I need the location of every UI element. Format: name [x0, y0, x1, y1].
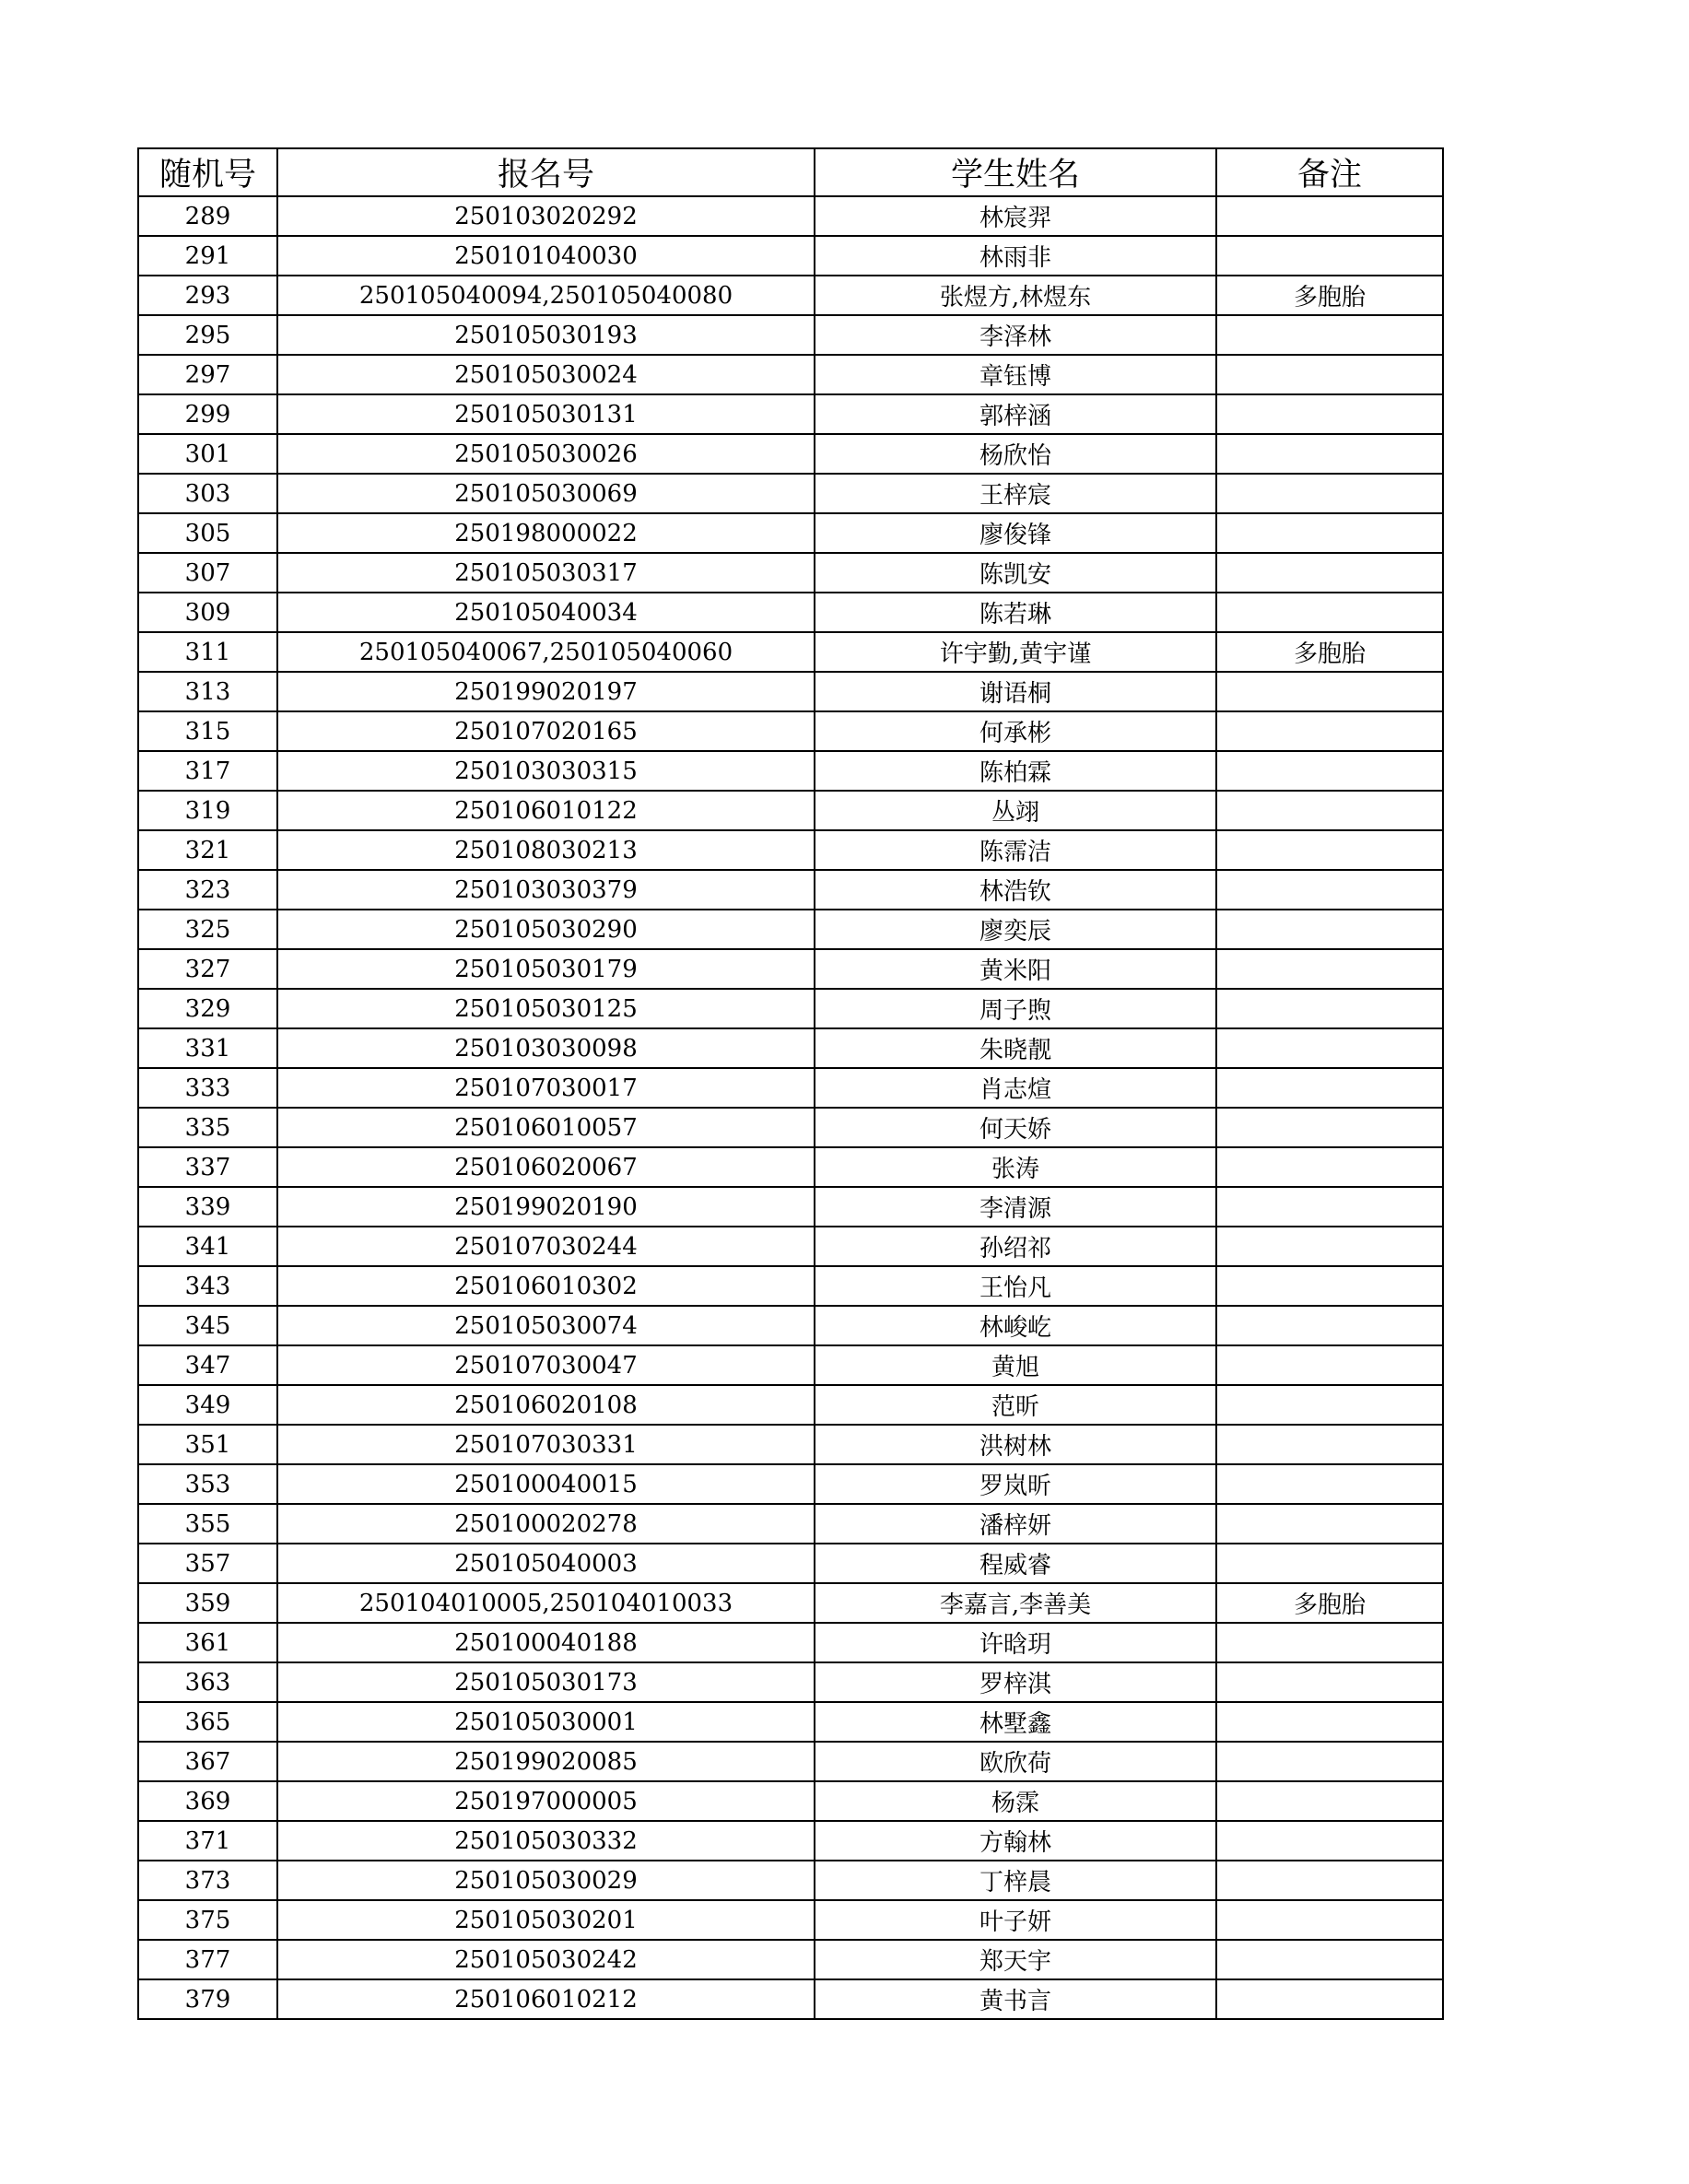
student-name-cell: 潘梓妍 [815, 1504, 1216, 1544]
table-row [138, 1425, 1443, 1464]
table-row [138, 1742, 1443, 1781]
table-row [138, 1306, 1443, 1345]
student-name-cell: 方翰林 [815, 1821, 1216, 1861]
random-number-cell: 371 [138, 1821, 277, 1861]
random-number-cell: 365 [138, 1702, 277, 1742]
registration-number-cell: 250106010057 [277, 1108, 815, 1147]
random-number-cell: 303 [138, 474, 277, 513]
random-number-cell: 367 [138, 1742, 277, 1781]
remarks-cell [1216, 1662, 1443, 1702]
header-random-number: 随机号 [138, 148, 277, 196]
table-row [138, 1028, 1443, 1068]
student-name-cell: 洪树林 [815, 1425, 1216, 1464]
remarks-cell [1216, 196, 1443, 236]
registration-number-cell: 250107020165 [277, 711, 815, 751]
table-row [138, 1147, 1443, 1187]
remarks-cell [1216, 1266, 1443, 1306]
remarks-cell [1216, 513, 1443, 553]
registration-number-cell: 250105030069 [277, 474, 815, 513]
student-name-cell: 程威睿 [815, 1544, 1216, 1583]
student-name-cell: 王怡凡 [815, 1266, 1216, 1306]
table-row [138, 791, 1443, 830]
table-row [138, 830, 1443, 870]
student-name-cell: 陈若琳 [815, 593, 1216, 632]
header-remarks: 备注 [1216, 148, 1443, 196]
random-number-cell: 339 [138, 1187, 277, 1227]
random-number-cell: 373 [138, 1861, 277, 1900]
table-header [138, 148, 1443, 196]
registration-number-cell: 250107030331 [277, 1425, 815, 1464]
random-number-cell: 345 [138, 1306, 277, 1345]
student-name-cell: 何天娇 [815, 1108, 1216, 1147]
random-number-cell: 369 [138, 1781, 277, 1821]
table-row [138, 1662, 1443, 1702]
table-row [138, 711, 1443, 751]
remarks-cell: 多胞胎 [1216, 632, 1443, 672]
remarks-cell [1216, 1544, 1443, 1583]
student-name-cell: 林雨非 [815, 236, 1216, 276]
table-row [138, 1108, 1443, 1147]
remarks-cell [1216, 355, 1443, 394]
remarks-cell [1216, 949, 1443, 989]
table-row [138, 1068, 1443, 1108]
table-row [138, 1345, 1443, 1385]
registration-number-cell: 250199020190 [277, 1187, 815, 1227]
random-number-cell: 315 [138, 711, 277, 751]
registration-number-cell: 250106020108 [277, 1385, 815, 1425]
remarks-cell [1216, 474, 1443, 513]
student-name-cell: 郑天宇 [815, 1940, 1216, 1979]
registration-number-cell: 250105030317 [277, 553, 815, 593]
registration-number-cell: 250105040034 [277, 593, 815, 632]
table-row [138, 434, 1443, 474]
table-row [138, 1702, 1443, 1742]
random-number-cell: 341 [138, 1227, 277, 1266]
random-number-cell: 333 [138, 1068, 277, 1108]
registration-number-cell: 250103030379 [277, 870, 815, 910]
registration-number-cell: 250105030001 [277, 1702, 815, 1742]
registration-number-cell: 250108030213 [277, 830, 815, 870]
remarks-cell [1216, 1028, 1443, 1068]
table-row [138, 1900, 1443, 1940]
registration-number-cell: 250105040003 [277, 1544, 815, 1583]
table-row [138, 474, 1443, 513]
random-number-cell: 327 [138, 949, 277, 989]
remarks-cell [1216, 236, 1443, 276]
random-number-cell: 311 [138, 632, 277, 672]
table-row [138, 1227, 1443, 1266]
student-name-cell: 朱晓靓 [815, 1028, 1216, 1068]
header-student-name: 学生姓名 [815, 148, 1216, 196]
registration-number-cell: 250105030193 [277, 315, 815, 355]
remarks-cell [1216, 1702, 1443, 1742]
student-name-cell: 陈柏霖 [815, 751, 1216, 791]
registration-number-cell: 250107030244 [277, 1227, 815, 1266]
table-row [138, 196, 1443, 236]
remarks-cell [1216, 672, 1443, 711]
random-number-cell: 363 [138, 1662, 277, 1702]
student-name-cell: 叶子妍 [815, 1900, 1216, 1940]
remarks-cell [1216, 910, 1443, 949]
random-number-cell: 375 [138, 1900, 277, 1940]
table-row [138, 870, 1443, 910]
registration-number-cell: 250105040067,250105040060 [277, 632, 815, 672]
random-number-cell: 359 [138, 1583, 277, 1623]
registration-number-cell: 250105030242 [277, 1940, 815, 1979]
registration-number-cell: 250105030125 [277, 989, 815, 1028]
random-number-cell: 293 [138, 276, 277, 315]
table-row [138, 672, 1443, 711]
table-row [138, 1187, 1443, 1227]
student-name-cell: 杨欣怡 [815, 434, 1216, 474]
random-number-cell: 361 [138, 1623, 277, 1662]
registration-number-cell: 250103020292 [277, 196, 815, 236]
registration-number-cell: 250107030047 [277, 1345, 815, 1385]
random-number-cell: 353 [138, 1464, 277, 1504]
remarks-cell [1216, 1187, 1443, 1227]
student-name-cell: 何承彬 [815, 711, 1216, 751]
student-name-cell: 欧欣荷 [815, 1742, 1216, 1781]
remarks-cell [1216, 870, 1443, 910]
remarks-cell [1216, 1425, 1443, 1464]
student-name-cell: 黄米阳 [815, 949, 1216, 989]
random-number-cell: 357 [138, 1544, 277, 1583]
random-number-cell: 331 [138, 1028, 277, 1068]
table-row [138, 355, 1443, 394]
student-name-cell: 许晗玥 [815, 1623, 1216, 1662]
table-row [138, 1821, 1443, 1861]
remarks-cell [1216, 593, 1443, 632]
student-name-cell: 林宸羿 [815, 196, 1216, 236]
student-name-cell: 杨霂 [815, 1781, 1216, 1821]
registration-number-cell: 250105030026 [277, 434, 815, 474]
remarks-cell [1216, 1147, 1443, 1187]
random-number-cell: 377 [138, 1940, 277, 1979]
registration-number-cell: 250105030024 [277, 355, 815, 394]
registration-number-cell: 250105030173 [277, 1662, 815, 1702]
table-row [138, 593, 1443, 632]
random-number-cell: 351 [138, 1425, 277, 1464]
random-number-cell: 355 [138, 1504, 277, 1544]
table-body [138, 196, 1443, 2019]
table-row [138, 1781, 1443, 1821]
remarks-cell [1216, 791, 1443, 830]
registration-number-cell: 250198000022 [277, 513, 815, 553]
registration-number-cell: 250100040015 [277, 1464, 815, 1504]
table-row [138, 315, 1443, 355]
remarks-cell [1216, 989, 1443, 1028]
registration-number-cell: 250105030332 [277, 1821, 815, 1861]
student-name-cell: 李嘉言,李善美 [815, 1583, 1216, 1623]
table-row [138, 1266, 1443, 1306]
random-number-cell: 325 [138, 910, 277, 949]
table-row [138, 553, 1443, 593]
header-row [138, 148, 1443, 196]
remarks-cell [1216, 711, 1443, 751]
random-number-cell: 297 [138, 355, 277, 394]
random-number-cell: 335 [138, 1108, 277, 1147]
registration-number-cell: 250100040188 [277, 1623, 815, 1662]
random-number-cell: 347 [138, 1345, 277, 1385]
table-row [138, 1464, 1443, 1504]
table-row [138, 1544, 1443, 1583]
student-name-cell: 许宇勤,黄宇谨 [815, 632, 1216, 672]
student-name-cell: 陈凯安 [815, 553, 1216, 593]
remarks-cell [1216, 1861, 1443, 1900]
remarks-cell [1216, 1900, 1443, 1940]
registration-number-cell: 250106010302 [277, 1266, 815, 1306]
remarks-cell [1216, 1345, 1443, 1385]
random-number-cell: 349 [138, 1385, 277, 1425]
registration-number-cell: 250105030179 [277, 949, 815, 989]
registration-number-cell: 250105030074 [277, 1306, 815, 1345]
student-name-cell: 张涛 [815, 1147, 1216, 1187]
random-number-cell: 379 [138, 1979, 277, 2019]
registration-number-cell: 250101040030 [277, 236, 815, 276]
random-number-cell: 321 [138, 830, 277, 870]
header-registration-number: 报名号 [277, 148, 815, 196]
remarks-cell [1216, 1940, 1443, 1979]
remarks-cell: 多胞胎 [1216, 1583, 1443, 1623]
random-number-cell: 309 [138, 593, 277, 632]
table-row [138, 513, 1443, 553]
remarks-cell [1216, 1306, 1443, 1345]
random-number-cell: 313 [138, 672, 277, 711]
random-number-cell: 319 [138, 791, 277, 830]
student-name-cell: 林峻屹 [815, 1306, 1216, 1345]
registration-number-cell: 250105030201 [277, 1900, 815, 1940]
student-name-cell: 谢语桐 [815, 672, 1216, 711]
remarks-cell [1216, 1385, 1443, 1425]
remarks-cell [1216, 751, 1443, 791]
remarks-cell [1216, 1108, 1443, 1147]
random-number-cell: 291 [138, 236, 277, 276]
table-row [138, 1504, 1443, 1544]
student-name-cell: 李清源 [815, 1187, 1216, 1227]
random-number-cell: 337 [138, 1147, 277, 1187]
student-name-cell: 郭梓涵 [815, 394, 1216, 434]
student-name-cell: 丛翊 [815, 791, 1216, 830]
remarks-cell [1216, 1979, 1443, 2019]
registration-number-cell: 250105030131 [277, 394, 815, 434]
registration-number-cell: 250104010005,250104010033 [277, 1583, 815, 1623]
remarks-cell [1216, 1504, 1443, 1544]
random-number-cell: 299 [138, 394, 277, 434]
remarks-cell [1216, 434, 1443, 474]
random-number-cell: 295 [138, 315, 277, 355]
remarks-cell [1216, 553, 1443, 593]
random-number-cell: 317 [138, 751, 277, 791]
table-row [138, 1583, 1443, 1623]
remarks-cell [1216, 1821, 1443, 1861]
student-name-cell: 廖俊锋 [815, 513, 1216, 553]
random-number-cell: 307 [138, 553, 277, 593]
table-row [138, 1861, 1443, 1900]
random-number-cell: 323 [138, 870, 277, 910]
random-number-cell: 289 [138, 196, 277, 236]
registration-number-cell: 250197000005 [277, 1781, 815, 1821]
registration-number-cell: 250106020067 [277, 1147, 815, 1187]
table-row [138, 989, 1443, 1028]
table-row [138, 236, 1443, 276]
random-number-cell: 329 [138, 989, 277, 1028]
random-number-cell: 343 [138, 1266, 277, 1306]
student-name-cell: 周子煦 [815, 989, 1216, 1028]
remarks-cell: 多胞胎 [1216, 276, 1443, 315]
table-row [138, 910, 1443, 949]
student-name-cell: 章钰博 [815, 355, 1216, 394]
registration-number-cell: 250105040094,250105040080 [277, 276, 815, 315]
remarks-cell [1216, 1742, 1443, 1781]
remarks-cell [1216, 830, 1443, 870]
registration-number-cell: 250105030029 [277, 1861, 815, 1900]
student-name-cell: 陈霈洁 [815, 830, 1216, 870]
registration-number-cell: 250100020278 [277, 1504, 815, 1544]
remarks-cell [1216, 394, 1443, 434]
table-row [138, 632, 1443, 672]
registration-number-cell: 250103030098 [277, 1028, 815, 1068]
registration-number-cell: 250199020085 [277, 1742, 815, 1781]
registration-number-cell: 250107030017 [277, 1068, 815, 1108]
remarks-cell [1216, 1068, 1443, 1108]
remarks-cell [1216, 315, 1443, 355]
table-row [138, 394, 1443, 434]
table-row [138, 1979, 1443, 2019]
table-row [138, 1623, 1443, 1662]
registration-number-cell: 250106010212 [277, 1979, 815, 2019]
registration-number-cell: 250199020197 [277, 672, 815, 711]
registration-number-cell: 250103030315 [277, 751, 815, 791]
student-name-cell: 范昕 [815, 1385, 1216, 1425]
remarks-cell [1216, 1227, 1443, 1266]
student-name-cell: 林墅鑫 [815, 1702, 1216, 1742]
student-name-cell: 孙绍祁 [815, 1227, 1216, 1266]
registration-number-cell: 250106010122 [277, 791, 815, 830]
lottery-table [137, 147, 1444, 2020]
remarks-cell [1216, 1623, 1443, 1662]
student-name-cell: 王梓宸 [815, 474, 1216, 513]
table-row [138, 949, 1443, 989]
student-name-cell: 黄旭 [815, 1345, 1216, 1385]
table-row [138, 276, 1443, 315]
random-number-cell: 301 [138, 434, 277, 474]
student-name-cell: 黄书言 [815, 1979, 1216, 2019]
remarks-cell [1216, 1464, 1443, 1504]
table-row [138, 751, 1443, 791]
remarks-cell [1216, 1781, 1443, 1821]
student-name-cell: 丁梓晨 [815, 1861, 1216, 1900]
student-name-cell: 肖志煊 [815, 1068, 1216, 1108]
student-name-cell: 罗岚昕 [815, 1464, 1216, 1504]
registration-number-cell: 250105030290 [277, 910, 815, 949]
student-name-cell: 罗梓淇 [815, 1662, 1216, 1702]
table-row [138, 1940, 1443, 1979]
student-name-cell: 林浩钦 [815, 870, 1216, 910]
student-name-cell: 李泽林 [815, 315, 1216, 355]
student-name-cell: 张煜方,林煜东 [815, 276, 1216, 315]
table-row [138, 1385, 1443, 1425]
random-number-cell: 305 [138, 513, 277, 553]
student-name-cell: 廖奕辰 [815, 910, 1216, 949]
